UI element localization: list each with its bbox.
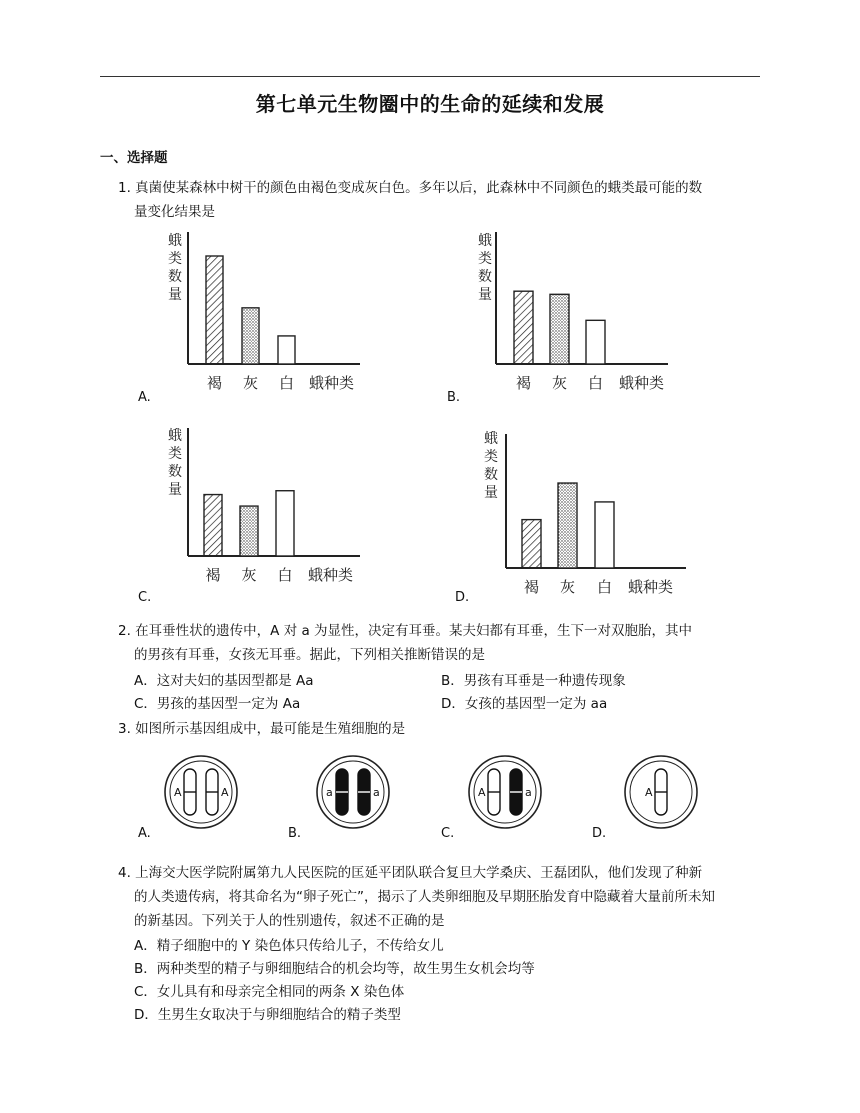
y-axis-label: 数 bbox=[168, 269, 182, 285]
gene-label: A bbox=[221, 786, 229, 799]
chart-b bbox=[478, 232, 668, 392]
q1-option-d-label: D. bbox=[455, 590, 470, 605]
gene-label: a bbox=[525, 786, 532, 799]
q1-option-c-label: C. bbox=[138, 590, 152, 605]
y-axis-label: 数 bbox=[484, 467, 498, 483]
q2-text-line2: 的男孩有耳垂，女孩无耳垂。据此，下列相关推断错误的是 bbox=[134, 647, 485, 663]
x-axis-label: 蛾种类 bbox=[309, 374, 355, 392]
bar-褐 bbox=[522, 520, 541, 568]
x-axis-label: 蛾种类 bbox=[619, 374, 665, 392]
q2-option-b: B．男孩有耳垂是一种遗传现象 bbox=[441, 673, 626, 689]
q4-option-d: D．生男生女取决于与卵细胞结合的精子类型 bbox=[134, 1007, 401, 1023]
q1-option-a-label: A. bbox=[138, 390, 151, 405]
q3-option-d-label: D. bbox=[592, 826, 607, 841]
q4-option-a: A．精子细胞中的 Y 染色体只传给儿子，不传给女儿 bbox=[134, 938, 444, 954]
q3-text-line1: 3. 如图所示基因组成中，最可能是生殖细胞的是 bbox=[118, 721, 406, 737]
gene-label: a bbox=[373, 786, 380, 799]
y-axis-label: 类 bbox=[478, 251, 492, 267]
tick-label: 白 bbox=[596, 578, 613, 596]
bar-褐 bbox=[514, 291, 533, 364]
tick-label: 白 bbox=[587, 374, 604, 392]
q2-option-c: C．男孩的基因型一定为 Aa bbox=[134, 696, 301, 712]
q4-text-line1: 4. 上海交大医学院附属第九人民医院的匡延平团队联合复旦大学桑庆、王磊团队，他们发现了种新 bbox=[118, 865, 703, 881]
cell-b bbox=[317, 756, 389, 828]
bar-白 bbox=[278, 336, 295, 364]
bar-灰 bbox=[242, 308, 259, 364]
q1-text-line1: 1. 真菌使某森林中树干的颜色由褐色变成灰白色。多年以后，此森林中不同颜色的蛾类最可能的数 bbox=[118, 180, 703, 196]
y-axis-label: 类 bbox=[168, 251, 182, 267]
tick-label: 灰 bbox=[241, 566, 257, 584]
q4-option-c: C．女儿具有和母亲完全相同的两条 X 染色体 bbox=[134, 984, 405, 1000]
gene-label: A bbox=[645, 786, 653, 799]
cell-a bbox=[165, 756, 237, 828]
tick-label: 灰 bbox=[559, 578, 576, 596]
y-axis-label: 类 bbox=[484, 449, 498, 465]
chart-c bbox=[168, 428, 360, 584]
q4-text-line3: 的新基因。下列关于人的性别遗传，叙述不正确的是 bbox=[134, 913, 445, 929]
y-axis-label: 量 bbox=[478, 287, 492, 303]
y-axis-label: 量 bbox=[484, 485, 498, 501]
section-heading: 一、选择题 bbox=[100, 150, 168, 166]
y-axis-label: 蛾 bbox=[484, 431, 498, 447]
bar-灰 bbox=[240, 506, 258, 556]
page-title: 第七单元生物圈中的生命的延续和发展 bbox=[255, 92, 605, 116]
y-axis-label: 蛾 bbox=[168, 233, 182, 249]
q3-option-a-label: A. bbox=[138, 826, 151, 841]
q4-text-line2: 的人类遗传病，将其命名为“卵子死亡”，揭示了人类卵细胞及早期胚胎发育中隐藏着大量前所未知 bbox=[134, 889, 715, 905]
tick-label: 褐 bbox=[205, 566, 221, 584]
q1-option-b-label: B. bbox=[447, 390, 461, 405]
gene-label: a bbox=[326, 786, 333, 799]
q2-option-a: A．这对夫妇的基因型都是 Aa bbox=[134, 673, 314, 689]
bar-灰 bbox=[558, 483, 577, 568]
q3-option-c-label: C. bbox=[441, 826, 455, 841]
tick-label: 褐 bbox=[523, 578, 540, 596]
q2-option-d: D．女孩的基因型一定为 aa bbox=[441, 696, 608, 712]
q2-text-line1: 2. 在耳垂性状的遗传中，A 对 a 为显性，决定有耳垂。某夫妇都有耳垂，生下一对双胞胎，其中 bbox=[118, 623, 693, 639]
y-axis-label: 数 bbox=[478, 269, 492, 285]
bar-白 bbox=[586, 320, 605, 364]
tick-label: 灰 bbox=[242, 374, 259, 392]
cell-c bbox=[469, 756, 541, 828]
gene-label: A bbox=[174, 786, 182, 799]
y-axis-label: 蛾 bbox=[478, 233, 492, 249]
y-axis-label: 量 bbox=[168, 482, 182, 498]
x-axis-label: 蛾种类 bbox=[628, 578, 674, 596]
tick-label: 白 bbox=[278, 374, 295, 392]
bar-褐 bbox=[206, 256, 223, 364]
bar-灰 bbox=[550, 294, 569, 364]
chart-d bbox=[484, 431, 686, 596]
tick-label: 白 bbox=[277, 566, 293, 584]
bar-白 bbox=[595, 502, 614, 568]
cell-d bbox=[625, 756, 697, 828]
y-axis-label: 类 bbox=[168, 446, 182, 462]
tick-label: 褐 bbox=[515, 374, 532, 392]
bar-白 bbox=[276, 491, 294, 556]
bar-褐 bbox=[204, 495, 222, 556]
tick-label: 灰 bbox=[551, 374, 568, 392]
q3-option-b-label: B. bbox=[288, 826, 302, 841]
y-axis-label: 数 bbox=[168, 464, 182, 480]
x-axis-label: 蛾种类 bbox=[308, 566, 354, 584]
chart-a bbox=[168, 232, 360, 392]
q1-text-line2: 量变化结果是 bbox=[134, 204, 215, 220]
y-axis-label: 量 bbox=[168, 287, 182, 303]
tick-label: 褐 bbox=[206, 374, 223, 392]
q4-option-b: B．两种类型的精子与卵细胞结合的机会均等，故生男生女机会均等 bbox=[134, 961, 535, 977]
y-axis-label: 蛾 bbox=[168, 428, 182, 444]
gene-label: A bbox=[478, 786, 486, 799]
